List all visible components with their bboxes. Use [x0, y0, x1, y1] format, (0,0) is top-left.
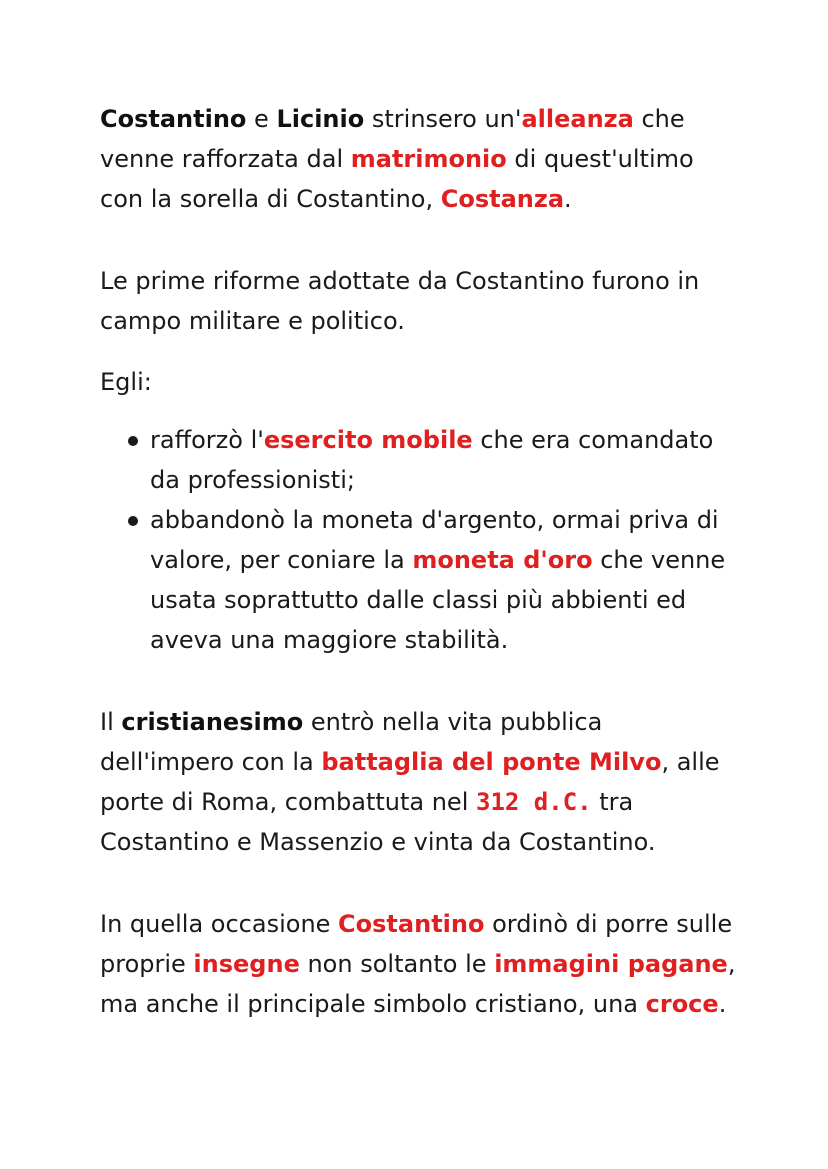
text-segment: Il — [100, 708, 122, 736]
text-segment: , ma anche il principale simbolo cristiano, una — [100, 950, 736, 1018]
highlight-croce: croce — [645, 990, 719, 1018]
paragraph-alleanza — [100, 99, 740, 219]
bullet-dot — [128, 516, 138, 526]
list-item — [100, 500, 740, 660]
highlight-immagini-pagane: immagini pagane — [494, 950, 728, 978]
highlight-alleanza: alleanza — [521, 105, 634, 133]
text-segment: non soltanto le — [299, 950, 495, 978]
highlight-matrimonio: matrimonio — [350, 145, 507, 173]
text-segment: e — [246, 105, 277, 133]
egli-text: Egli: — [100, 368, 152, 396]
highlight-battaglia: battaglia del ponte Milvo — [321, 748, 662, 776]
text-segment: . — [564, 185, 572, 213]
highlight-esercito-mobile: esercito mobile — [263, 426, 473, 454]
bullet-dot — [128, 436, 138, 446]
text-segment: abbandonò la moneta d'argento, ormai priva di valore, per coniare la — [150, 506, 719, 574]
text-segment: . — [718, 990, 727, 1018]
text-segment: rafforzò l' — [150, 426, 264, 454]
bullet-list — [100, 420, 740, 660]
text-segment: strinsero un' — [364, 105, 522, 133]
term-cristianesimo: cristianesimo — [121, 708, 304, 736]
paragraph-riforme — [100, 261, 740, 341]
highlight-moneta-oro: moneta d'oro — [412, 546, 593, 574]
text-segment: che venne rafforzata dal — [100, 105, 685, 173]
text-segment: di quest'ultimo con la sorella di Costantino, — [100, 145, 694, 213]
riforme-text: Le prime riforme adottate da Costantino furono in campo militare e politico. — [100, 267, 700, 335]
term-licinio: Licinio — [276, 105, 365, 133]
paragraph-croce — [100, 904, 740, 1024]
list-item — [100, 420, 740, 500]
highlight-date: 312 d.C. — [476, 788, 592, 816]
highlight-costantino: Costantino — [338, 910, 485, 938]
highlight-insegne: insegne — [193, 950, 300, 978]
text-segment: entrò nella vita pubblica dell'impero con la — [100, 708, 603, 776]
term-costantino: Costantino — [100, 105, 247, 133]
text-segment: In quella occasione — [100, 910, 339, 938]
paragraph-egli — [100, 362, 740, 402]
highlight-costanza: Costanza — [440, 185, 565, 213]
text-segment: ordinò di porre sulle proprie — [100, 910, 733, 978]
text-segment: che venne usata soprattutto dalle classi più abbienti ed aveva una maggiore stabilità. — [150, 546, 726, 654]
paragraph-cristianesimo — [100, 702, 740, 862]
text-segment: , alle porte di Roma, combattuta nel — [100, 748, 720, 816]
text-segment: tra Costantino e Massenzio e vinta da Costantino. — [100, 788, 656, 856]
text-segment: che era comandato da professionisti; — [150, 426, 714, 494]
